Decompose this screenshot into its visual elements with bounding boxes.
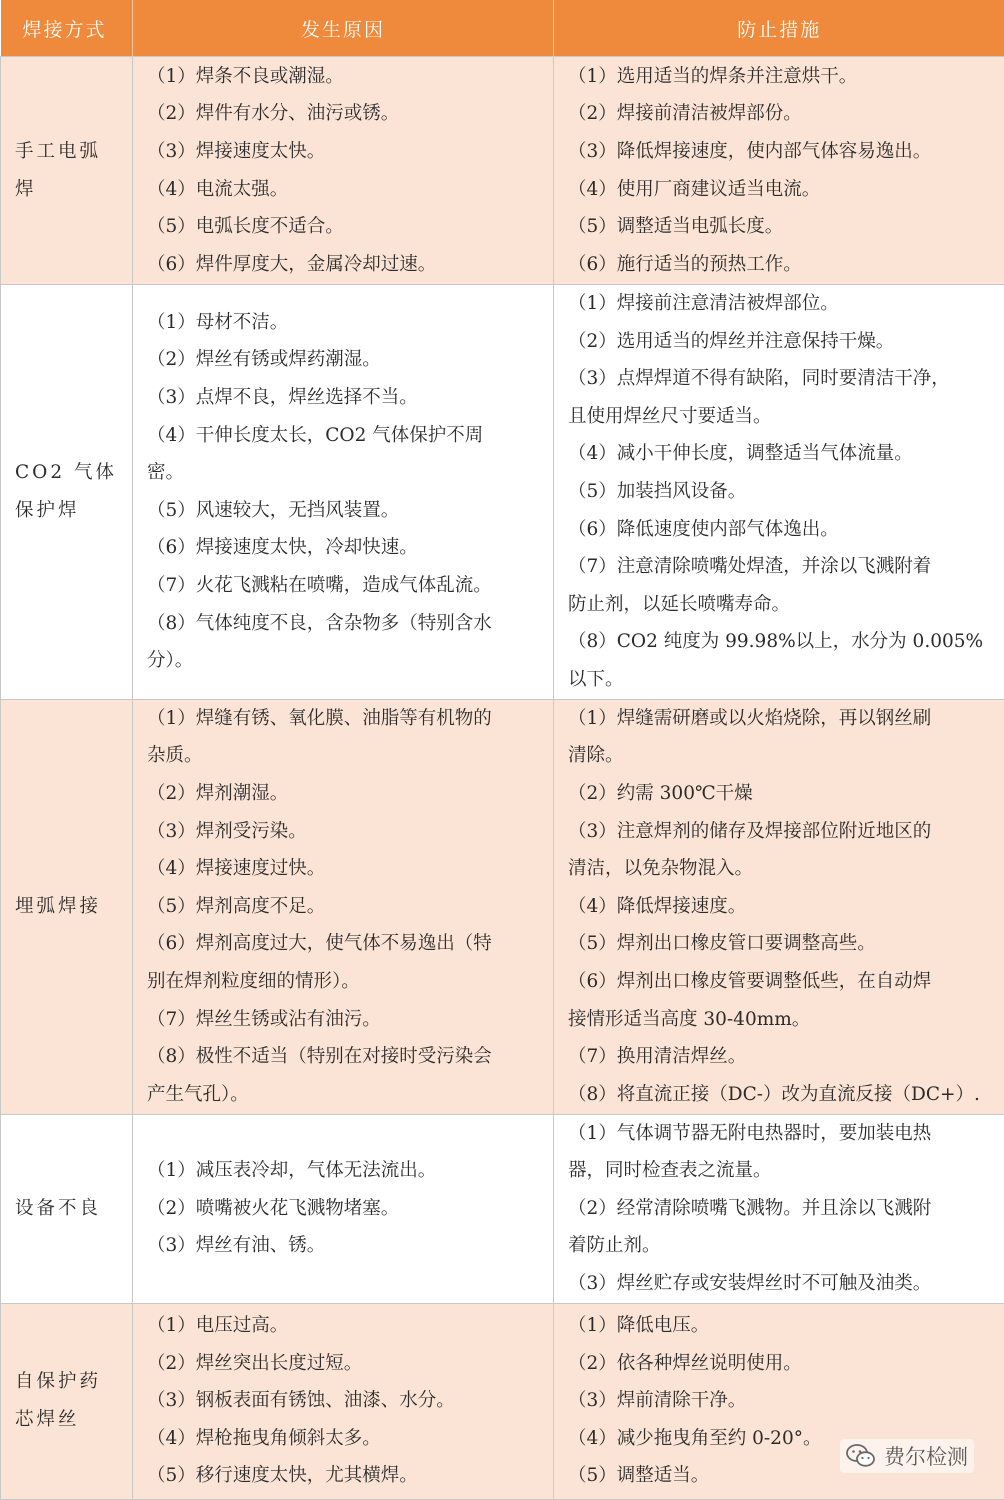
wechat-icon	[846, 1443, 876, 1469]
cause-cell-line: （1）焊缝有锈、氧化膜、油脂等有机物的	[147, 700, 545, 738]
table-header-row	[1, 0, 1004, 57]
cause-cell-line: （2）焊剂潮湿。	[147, 775, 545, 813]
cause-cell-line: （2）焊丝突出长度过短。	[147, 1345, 545, 1383]
prevention-cell	[554, 285, 1004, 700]
cause-cell-line: （8）极性不适当（特别在对接时受污染会	[147, 1038, 545, 1076]
method-cell-line: 手工电弧	[15, 133, 122, 171]
prevention-cell-line: （3）焊丝贮存或安装焊丝时不可触及油类。	[568, 1265, 996, 1303]
cause-cell	[133, 285, 554, 700]
prevention-cell	[554, 699, 1004, 1114]
header-method: 焊接方式	[1, 0, 133, 57]
method-cell	[1, 699, 133, 1114]
prevention-cell-line: （6）降低速度使内部气体逸出。	[568, 511, 996, 549]
cause-cell-line: （2）焊丝有锈或焊药潮湿。	[147, 341, 545, 379]
header-cause: 发生原因	[133, 0, 554, 57]
prevention-cell-line: （3）焊前清除干净。	[568, 1382, 996, 1420]
cause-cell-line: （1）母材不洁。	[147, 304, 545, 342]
prevention-cell-line: （2）经常清除喷嘴飞溅物。并且涂以飞溅附	[568, 1190, 996, 1228]
prevention-cell	[554, 1114, 1004, 1303]
cause-cell-line: （3）焊剂受污染。	[147, 813, 545, 851]
prevention-cell-line: （6）施行适当的预热工作。	[568, 246, 996, 284]
cause-cell	[133, 57, 554, 285]
cause-cell-line: （1）电压过高。	[147, 1307, 545, 1345]
cause-cell-line: （7）焊丝生锈或沾有油污。	[147, 1001, 545, 1039]
prevention-cell-line: 清洁，以免杂物混入。	[568, 850, 996, 888]
cause-cell-line: （4）干伸长度太长，CO2 气体保护不周	[147, 417, 545, 455]
prevention-cell-line: （8）将直流正接（DC-）改为直流反接（DC+）.	[568, 1076, 996, 1114]
method-cell-line: 埋弧焊接	[15, 888, 122, 926]
table-row	[1, 699, 1004, 1114]
prevention-cell-line: （7）换用清洁焊丝。	[568, 1038, 996, 1076]
method-cell-line: 保护焊	[15, 492, 122, 530]
method-cell	[1, 285, 133, 700]
prevention-cell-line: （1）选用适当的焊条并注意烘干。	[568, 58, 996, 96]
prevention-cell-line: 以下。	[568, 661, 996, 699]
method-cell-line: 焊	[15, 171, 122, 209]
cause-cell-line: （3）焊丝有油、锈。	[147, 1227, 545, 1265]
prevention-cell-line: 清除。	[568, 737, 996, 775]
prevention-cell-line: （5）焊剂出口橡皮管口要调整高些。	[568, 925, 996, 963]
prevention-cell-line: （2）选用适当的焊丝并注意保持干燥。	[568, 323, 996, 361]
cause-cell-line: （3）钢板表面有锈蚀、油漆、水分。	[147, 1382, 545, 1420]
cause-cell-line: （3）焊接速度太快。	[147, 133, 545, 171]
prevention-cell-line: （2）约需 300℃干燥	[568, 775, 996, 813]
method-cell-line: 自保护药	[15, 1363, 122, 1401]
prevention-cell-line: 防止剂，以延长喷嘴寿命。	[568, 586, 996, 624]
table-row	[1, 57, 1004, 285]
cause-cell-line: （5）电弧长度不适合。	[147, 208, 545, 246]
prevention-cell-line: （1）焊接前注意清洁被焊部位。	[568, 285, 996, 323]
cause-cell	[133, 699, 554, 1114]
prevention-cell-line: 器，同时检查表之流量。	[568, 1152, 996, 1190]
prevention-cell-line: （4）降低焊接速度。	[568, 888, 996, 926]
cause-cell-line: （6）焊剂高度过大，使气体不易逸出（特	[147, 925, 545, 963]
prevention-cell-line: 且使用焊丝尺寸要适当。	[568, 398, 996, 436]
prevention-cell-line: （1）降低电压。	[568, 1307, 996, 1345]
cause-cell-line: （7）火花飞溅粘在喷嘴，造成气体乱流。	[147, 567, 545, 605]
method-cell	[1, 57, 133, 285]
prevention-cell-line: （7）注意清除喷嘴处焊渣，并涂以飞溅附着	[568, 548, 996, 586]
header-prevention: 防止措施	[554, 0, 1004, 57]
cause-cell-line: 产生气孔）。	[147, 1076, 545, 1114]
prevention-cell-line: （3）降低焊接速度，使内部气体容易逸出。	[568, 133, 996, 171]
watermark	[840, 1439, 974, 1473]
cause-cell	[133, 1303, 554, 1499]
watermark-text: 费尔检测	[884, 1441, 968, 1471]
cause-cell-line: （6）焊接速度太快，冷却快速。	[147, 529, 545, 567]
cause-cell-line: （1）焊条不良或潮湿。	[147, 58, 545, 96]
prevention-cell-line: 着防止剂。	[568, 1227, 996, 1265]
table-row	[1, 1114, 1004, 1303]
prevention-cell-line: （2）焊接前清洁被焊部份。	[568, 95, 996, 133]
prevention-cell-line: 接情形适当高度 30-40mm。	[568, 1001, 996, 1039]
prevention-cell-line: （3）注意焊剂的储存及焊接部位附近地区的	[568, 813, 996, 851]
prevention-cell-line: （4）减少拖曳角至约 0-20°。	[568, 1420, 996, 1458]
cause-cell-line: 杂质。	[147, 737, 545, 775]
prevention-cell-line: （1）气体调节器无附电热器时，要加装电热	[568, 1115, 996, 1153]
cause-cell-line: （4）电流太强。	[147, 171, 545, 209]
table-row	[1, 285, 1004, 700]
prevention-cell-line: （6）焊剂出口橡皮管要调整低些，在自动焊	[568, 963, 996, 1001]
cause-cell-line: （5）移行速度太快，尤其横焊。	[147, 1457, 545, 1495]
method-cell	[1, 1114, 133, 1303]
cause-cell-line: 密。	[147, 454, 545, 492]
method-cell-line: 设备不良	[15, 1190, 122, 1228]
cause-cell-line: （5）风速较大，无挡风装置。	[147, 492, 545, 530]
cause-cell-line: （1）减压表冷却，气体无法流出。	[147, 1152, 545, 1190]
cause-cell-line: （6）焊件厚度大，金属冷却过速。	[147, 246, 545, 284]
table-body	[1, 57, 1004, 1500]
cause-cell-line: （2）喷嘴被火花飞溅物堵塞。	[147, 1190, 545, 1228]
prevention-cell-line: （2）依各种焊丝说明使用。	[568, 1345, 996, 1383]
cause-cell-line: （5）焊剂高度不足。	[147, 888, 545, 926]
cause-cell-line: （4）焊接速度过快。	[147, 850, 545, 888]
cause-cell-line: 别在焊剂粒度细的情形）。	[147, 963, 545, 1001]
prevention-cell-line: （4）使用厂商建议适当电流。	[568, 171, 996, 209]
method-cell-line: 芯焊丝	[15, 1401, 122, 1439]
prevention-cell-line: （5）调整适当电弧长度。	[568, 208, 996, 246]
method-cell-line: CO2 气体	[15, 454, 122, 492]
cause-cell-line: （3）点焊不良，焊丝选择不当。	[147, 379, 545, 417]
cause-cell-line: （2）焊件有水分、油污或锈。	[147, 95, 545, 133]
cause-cell-line: （4）焊枪拖曳角倾斜太多。	[147, 1420, 545, 1458]
prevention-cell-line: （8）CO2 纯度为 99.98%以上，水分为 0.005%	[568, 623, 996, 661]
prevention-cell-line: （4）减小干伸长度，调整适当气体流量。	[568, 435, 996, 473]
prevention-cell-line: （1）焊缝需研磨或以火焰烧除，再以钢丝刷	[568, 700, 996, 738]
cause-cell-line: 分）。	[147, 642, 545, 680]
prevention-cell-line: （3）点焊焊道不得有缺陷，同时要清洁干净，	[568, 360, 996, 398]
cause-cell-line: （8）气体纯度不良，含杂物多（特别含水	[147, 605, 545, 643]
prevention-cell-line: （5）调整适当。	[568, 1457, 996, 1495]
prevention-cell	[554, 57, 1004, 285]
method-cell	[1, 1303, 133, 1499]
cause-cell	[133, 1114, 554, 1303]
prevention-cell-line: （5）加装挡风设备。	[568, 473, 996, 511]
